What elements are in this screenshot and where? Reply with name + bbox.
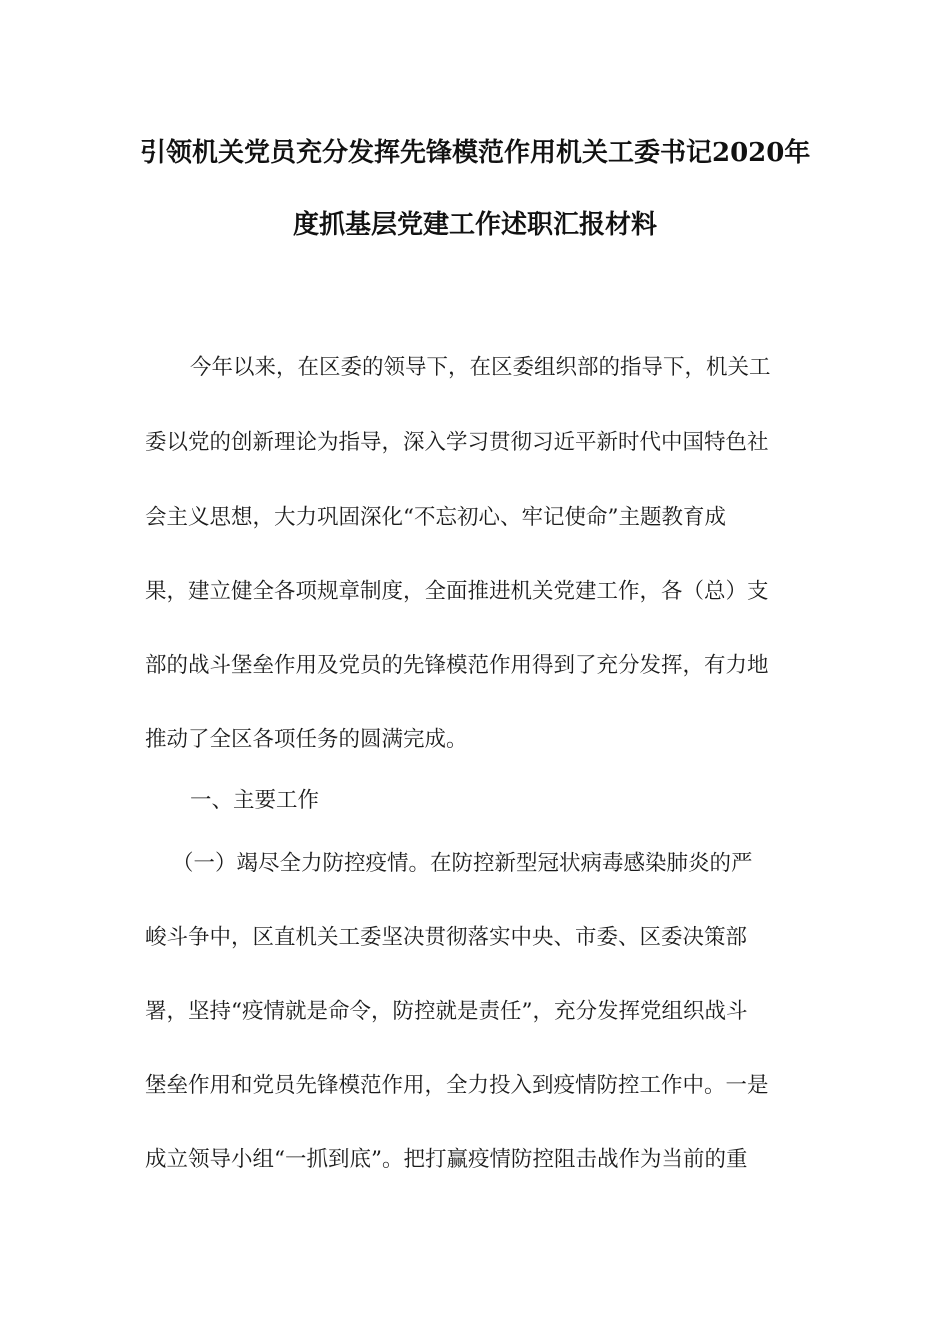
paragraph-line: 成立领导小组“一抓到底”。把打赢疫情防控阻击战作为当前的重 (145, 1147, 748, 1172)
section-heading: 一、主要工作 (190, 788, 320, 813)
paragraph-line: 会主义思想，大力巩固深化“不忘初心、牢记使命”主题教育成 (145, 505, 726, 530)
paragraph-line: 署，坚持“疫情就是命令，防控就是责任”，充分发挥党组织战斗 (145, 999, 748, 1024)
paragraph-line: 果，建立健全各项规章制度，全面推进机关党建工作，各（总）支 (145, 579, 769, 604)
paragraph-line: 堡垒作用和党员先锋模范作用，全力投入到疫情防控工作中。一是 (145, 1073, 769, 1098)
paragraph-line: 部的战斗堡垒作用及党员的先锋模范作用得到了充分发挥，有力地 (145, 653, 769, 678)
document-title-line-2: 度抓基层党建工作述职汇报材料 (292, 210, 657, 240)
paragraph-line: 推动了全区各项任务的圆满完成。 (145, 727, 468, 752)
paragraph-line: 峻斗争中，区直机关工委坚决贯彻落实中央、市委、区委决策部 (145, 925, 748, 950)
paragraph-line: 委以党的创新理论为指导，深入学习贯彻习近平新时代中国特色社 (145, 430, 769, 455)
document-title-line-1: 引领机关党员充分发挥先锋模范作用机关工委书记2020年 (140, 138, 811, 168)
paragraph-line: 今年以来，在区委的领导下，在区委组织部的指导下，机关工 (190, 355, 771, 380)
paragraph-line: （一）竭尽全力防控疫情。在防控新型冠状病毒感染肺炎的严 (172, 851, 753, 876)
